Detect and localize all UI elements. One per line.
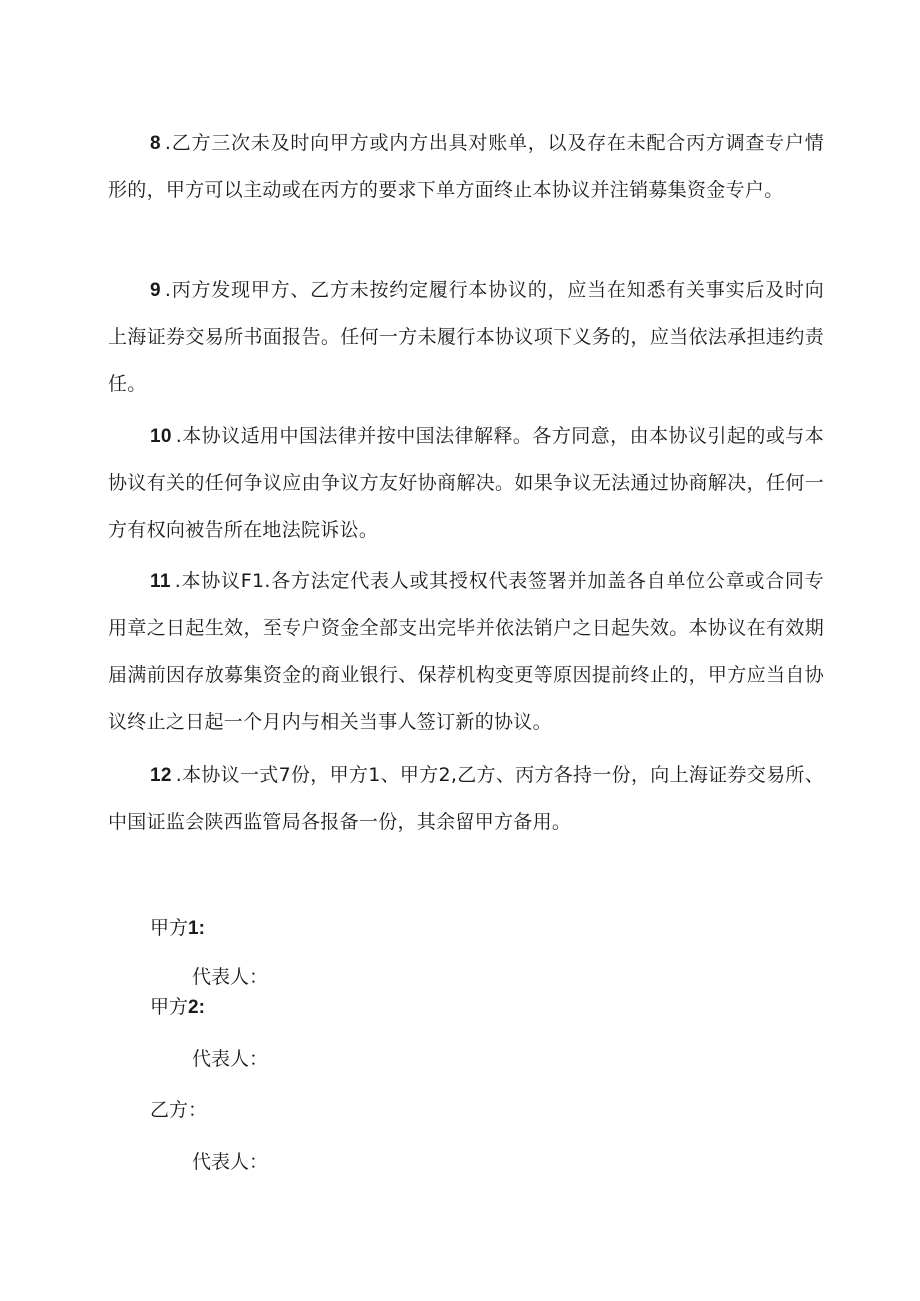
clause-text: .本协议适用中国法律并按中国法律解释。各方同意，由本协议引起的或与本协议有关的任何争议应由争议方友好协商解决。如果争议无法通过协商解决，任何一方有权向被告所在地法院诉讼。 <box>108 425 824 541</box>
clause-text: .乙方三次未及时向甲方或内方出具对账单，以及存在未配合丙方调查专户情形的，甲方可以主动或在丙方的要求下单方面终止本协议并注销募集资金专户。 <box>108 132 824 201</box>
clause-11 <box>108 558 824 746</box>
clause-number: 9 <box>150 280 161 301</box>
party-b-representative: 代表人： <box>192 1151 269 1173</box>
party-a2-representative: 代表人： <box>192 1048 269 1070</box>
party-b-label: 乙方： <box>150 1099 208 1121</box>
clause-9 <box>108 267 824 408</box>
party-a1-text: 甲方 <box>150 917 189 939</box>
clause-10 <box>108 413 824 554</box>
clause-text: .本协议F1.各方法定代表人或其授权代表签署并加盖各自单位公章或合同专用章之日起生效，至专户资金全部支出完毕并依法销户之日起失效。本协议在有效期届满前因存放募集资金的商业银行、保荐机构变更等原因提前终止的，甲方应当自协议终止之日起一个月内与相关当事人签订新的协议。 <box>108 570 824 733</box>
party-a2-label <box>150 993 205 1022</box>
clause-number: 10 <box>150 426 172 447</box>
clause-text: .本协议一式7份，甲方1、甲方2,乙方、丙方各持一份，向上海证券交易所、中国证监会陕西监管局各报备一份，其余留甲方备用。 <box>108 764 824 833</box>
clause-text: .丙方发现甲方、乙方未按约定履行本协议的，应当在知悉有关事实后及时向上海证券交易所书面报告。任何一方未履行本协议项下义务的，应当依法承担违约责任。 <box>108 279 824 395</box>
party-a1-label <box>150 914 205 943</box>
clause-8 <box>108 120 824 214</box>
clause-number: 11 <box>150 571 171 592</box>
clause-number: 8 <box>150 133 161 154</box>
clause-number: 12 <box>150 765 172 786</box>
party-a1-number: 1: <box>188 918 205 939</box>
party-a2-text: 甲方 <box>150 996 189 1018</box>
party-a1-representative: 代表人： <box>192 966 269 988</box>
clause-12 <box>108 752 824 846</box>
party-a2-number: 2: <box>188 997 205 1018</box>
